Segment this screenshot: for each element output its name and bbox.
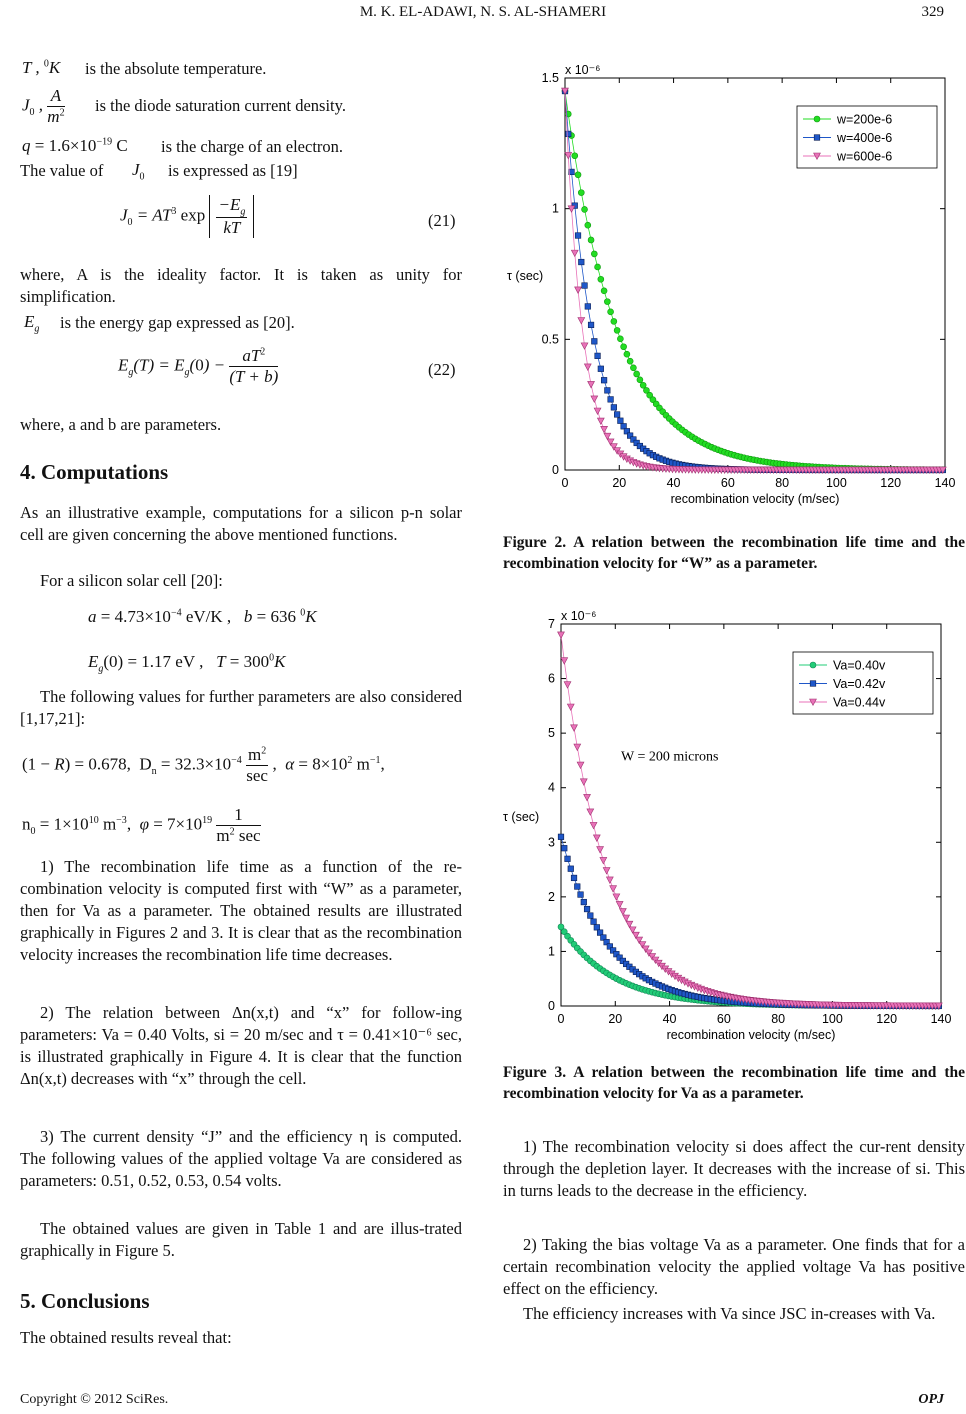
equation-21-number: (21) bbox=[428, 211, 456, 230]
data-point bbox=[614, 327, 620, 333]
y-tick-label: 3 bbox=[548, 835, 555, 850]
data-point bbox=[588, 237, 594, 243]
equation-21: $J_0 = AT^3$ exp $\frac{-E_g}{kT}$ bbox=[120, 195, 254, 238]
data-point bbox=[608, 309, 614, 315]
data-point bbox=[565, 131, 571, 137]
y-tick-label: 1 bbox=[552, 201, 559, 216]
y-tick-label: 7 bbox=[548, 617, 555, 631]
data-point bbox=[582, 206, 588, 212]
data-point bbox=[558, 834, 564, 840]
figure-3-caption: Figure 3. A relation between the recombination life time and the recombination velocity for Va as a parameter. bbox=[503, 1064, 965, 1102]
x-tick-label: 120 bbox=[876, 1012, 898, 1026]
data-point bbox=[578, 892, 584, 898]
data-point bbox=[624, 351, 630, 357]
data-point bbox=[575, 233, 581, 239]
data-point bbox=[572, 153, 578, 159]
data-point bbox=[630, 365, 636, 371]
data-point bbox=[611, 405, 617, 411]
data-point bbox=[565, 856, 571, 862]
data-point bbox=[592, 339, 598, 345]
data-point bbox=[608, 397, 614, 403]
y-tick-label: 5 bbox=[548, 726, 555, 741]
y-tick-label: 1 bbox=[548, 944, 555, 959]
data-point bbox=[588, 322, 594, 328]
scale-label: x 10⁻⁶ bbox=[565, 63, 601, 77]
legend-entry: w=400e-6 bbox=[837, 131, 893, 145]
figure-2-chart bbox=[503, 50, 963, 520]
data-point bbox=[601, 288, 607, 294]
data-point bbox=[618, 418, 624, 424]
legend-marker bbox=[810, 662, 816, 668]
where-ideality: where, A is the ideality factor. It is taken as unity for simplification. bbox=[20, 265, 462, 306]
def-temperature: is the absolute temperature. bbox=[85, 59, 267, 78]
data-point bbox=[621, 344, 627, 350]
data-point bbox=[561, 845, 567, 851]
equation-22: $E_g(T) = E_g(0)$ − $\frac{aT^2}{(T + b)}$ bbox=[118, 346, 279, 386]
data-point bbox=[604, 299, 610, 305]
x-tick-label: 140 bbox=[930, 1012, 952, 1026]
figure-3-chart bbox=[503, 592, 963, 1060]
legend-entry: w=600e-6 bbox=[837, 149, 893, 164]
scale-label: x 10⁻⁶ bbox=[561, 609, 597, 623]
right-paragraph-2: 2) Taking the bias voltage Va as a parameter. One finds that for a certain recombination velocity the applied voltage Va has positive effect on the efficiency. bbox=[503, 1235, 965, 1298]
journal-abbrev: OPJ bbox=[918, 1392, 944, 1407]
legend-entry: Va=0.44v bbox=[833, 695, 886, 710]
y-tick-label: 6 bbox=[548, 671, 555, 686]
def-electron-charge: is the charge of an electron. bbox=[161, 137, 344, 156]
x-tick-label: 40 bbox=[666, 476, 681, 490]
sec4-paragraph-1: As an illustrative example, computations for a silicon p-n solar cell are given concerning the above mentioned functions. bbox=[20, 503, 462, 544]
x-tick-label: 80 bbox=[771, 1012, 786, 1026]
data-point bbox=[598, 276, 604, 282]
page-number: 329 bbox=[921, 4, 944, 20]
sec5-paragraph-1: The obtained results reveal that: bbox=[20, 1328, 232, 1347]
copyright: Copyright © 2012 SciRes. bbox=[20, 1392, 169, 1407]
symbol-T-K: T , $^0$K bbox=[22, 58, 61, 77]
item-1: 1) The recombination life time as a function of the re-combination velocity is computed first with “W” as a parameter, then for Va as a parameter. The obtained results are illustrated graphically in Figures 2 and 3. It is clear that as the recombination velocity increases the recombination life time decreases. bbox=[20, 857, 462, 964]
x-tick-label: 60 bbox=[716, 1012, 731, 1026]
section-4-title: 4. Computations bbox=[20, 460, 169, 484]
right-paragraph-1: 1) The recombination velocity si does affect the cur-rent density through the depletion layer. It decreases with the increase of si. This in turns leads to the decrease in the efficiency. bbox=[503, 1137, 965, 1200]
symbol-Eg: $E_g$ bbox=[24, 312, 40, 335]
y-axis-label: τ (sec) bbox=[507, 269, 544, 283]
param-R-Dn-alpha: (1 − R) = 0.678, $D_n = 32.3\times 10^{-4}$ $\frac{m^2}{\sec}$ , $\alpha = 8\times 10^2$ $m^{-1}$, bbox=[22, 745, 385, 785]
sec4-paragraph-2: For a silicon solar cell [20]: bbox=[40, 571, 223, 590]
x-tick-label: 140 bbox=[934, 476, 956, 490]
data-point bbox=[582, 283, 588, 289]
x-tick-label: 20 bbox=[612, 476, 627, 490]
data-point bbox=[637, 377, 643, 383]
chart-annotation: W = 200 microns bbox=[621, 749, 719, 765]
y-tick-label: 0 bbox=[548, 999, 555, 1013]
data-point bbox=[574, 884, 580, 890]
data-point bbox=[581, 899, 587, 905]
y-axis-label: τ (sec) bbox=[503, 810, 540, 824]
x-tick-label: 120 bbox=[880, 476, 902, 490]
y-tick-label: 0.5 bbox=[541, 332, 559, 347]
legend-marker bbox=[814, 116, 820, 122]
symbol-q: $q = 1.6\times 10^{-19}$ C bbox=[22, 136, 128, 155]
data-point bbox=[634, 371, 640, 377]
data-point bbox=[611, 318, 617, 324]
j0-intro: The value of bbox=[20, 161, 104, 180]
param-Eg-T: $E_g(0) = 1.17$ eV , $T = 300^0K$ bbox=[88, 652, 286, 675]
where-ab: where, a and b are parameters. bbox=[20, 415, 222, 434]
data-point bbox=[614, 412, 620, 418]
data-point bbox=[591, 919, 597, 925]
data-point bbox=[591, 251, 597, 257]
symbol-J0-inline: $J_0$ bbox=[132, 160, 145, 183]
data-point bbox=[601, 377, 607, 383]
data-point bbox=[595, 353, 601, 359]
x-axis-label: recombination velocity (m/sec) bbox=[670, 492, 840, 506]
data-point bbox=[578, 190, 584, 196]
equation-22-number: (22) bbox=[428, 360, 456, 379]
legend-marker bbox=[814, 135, 820, 141]
j0-tail: is expressed as [19] bbox=[168, 161, 298, 180]
data-point bbox=[588, 913, 594, 919]
data-point bbox=[585, 222, 591, 228]
y-tick-label: 0 bbox=[552, 463, 559, 477]
data-point bbox=[598, 366, 604, 372]
item-2: 2) The relation between Δn(x,t) and “x” for follow-ing parameters: Va = 0.40 Volts, si = 20 m/sec and τ = 0.41×10⁻⁶ sec, is illustrated graphically in Figure 4. It is clear that the function Δn(x,t) decreases with “x” through the cell. bbox=[20, 1003, 462, 1088]
data-point bbox=[595, 264, 601, 270]
legend-marker bbox=[810, 681, 816, 687]
section-5-title: 5. Conclusions bbox=[20, 1289, 150, 1313]
legend-entry: Va=0.40v bbox=[833, 658, 886, 673]
data-point bbox=[568, 866, 574, 872]
data-point bbox=[575, 172, 581, 178]
data-point bbox=[571, 875, 577, 881]
right-paragraph-3: The efficiency increases with Va since JSC in-creases with Va. bbox=[523, 1304, 936, 1323]
x-tick-label: 0 bbox=[561, 476, 569, 490]
def-saturation-current: is the diode saturation current density. bbox=[95, 96, 346, 115]
legend-entry: Va=0.42v bbox=[833, 677, 886, 691]
sec4-paragraph-3: The following values for further parameters are also considered [1,17,21]: bbox=[20, 687, 462, 728]
x-tick-label: 80 bbox=[775, 476, 790, 490]
data-point bbox=[594, 925, 600, 931]
x-tick-label: 60 bbox=[720, 476, 735, 490]
x-tick-label: 100 bbox=[821, 1012, 843, 1026]
param-n0-phi: $n_0 = 1\times 10^{10}$ $m^{-3}$, $\varphi = 7\times 10^{19}$ $\frac{1}{m^2 \sec}$ bbox=[22, 805, 261, 845]
x-tick-label: 100 bbox=[825, 476, 847, 490]
data-point bbox=[584, 906, 590, 912]
x-tick-label: 0 bbox=[557, 1012, 565, 1026]
data-point bbox=[617, 336, 623, 342]
x-tick-label: 20 bbox=[608, 1012, 623, 1026]
item-3b: The obtained values are given in Table 1 and are illus-trated graphically in Figure 5. bbox=[20, 1219, 462, 1260]
y-tick-label: 4 bbox=[548, 780, 555, 795]
data-point bbox=[605, 388, 611, 394]
symbol-J0: $J_0$ , $\frac{A}{m^2}$ bbox=[22, 86, 65, 126]
y-tick-label: 1.5 bbox=[541, 71, 559, 85]
x-tick-label: 40 bbox=[662, 1012, 677, 1026]
running-header: M. K. EL-ADAWI, N. S. AL-SHAMERI bbox=[359, 4, 607, 20]
x-axis-label: recombination velocity (m/sec) bbox=[666, 1028, 836, 1042]
figure-2-caption: Figure 2. A relation between the recombination life time and the recombination velocity for “W” as a parameter. bbox=[503, 534, 965, 572]
legend-entry: w=200e-6 bbox=[837, 112, 893, 127]
y-tick-label: 2 bbox=[548, 889, 555, 904]
param-a-b: $a = 4.73\times 10^{-4}$ eV/K , b = 636 $^0$K bbox=[88, 607, 317, 626]
item-3: 3) The current density “J” and the efficiency η is computed. The following values of the applied voltage Va are considered as parameters: 0.51, 0.52, 0.53, 0.54 volts. bbox=[20, 1127, 462, 1190]
eg-text: is the energy gap expressed as [20]. bbox=[60, 313, 295, 332]
data-point bbox=[627, 358, 633, 364]
data-point bbox=[578, 259, 584, 265]
data-point bbox=[585, 304, 591, 310]
